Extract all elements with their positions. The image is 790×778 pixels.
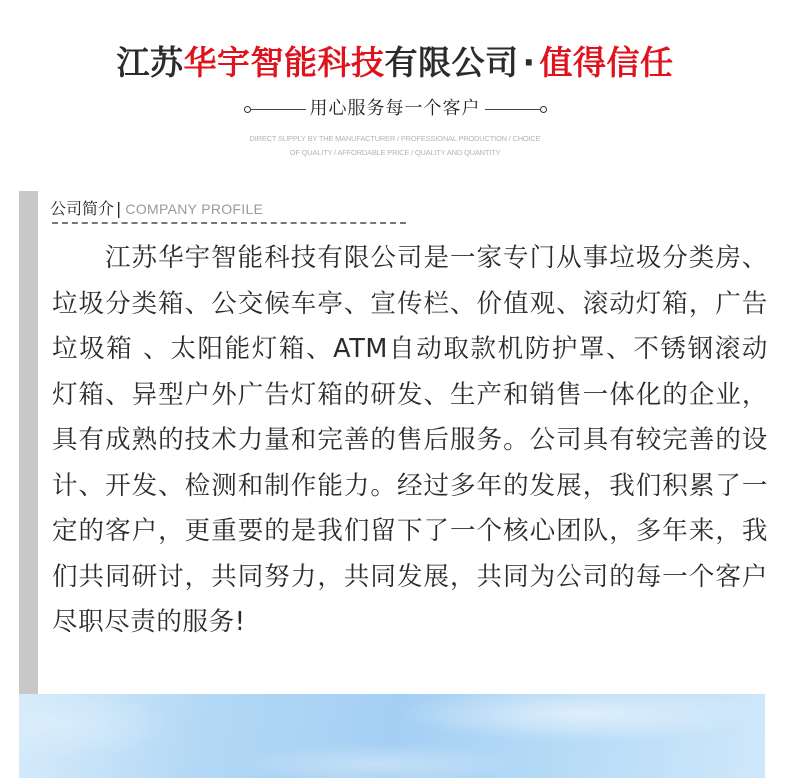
sky-background-image [19,694,765,778]
profile-heading-en: COMPANY PROFILE [125,201,264,217]
hero-title [0,40,790,86]
profile-heading [50,196,263,219]
divider-line [251,109,306,110]
title-part-company: 有限公司 [384,43,519,82]
english-subtitle-line-1: DIRECT SUPPLY BY THE MANUFACTURER / PROFESSIONAL PRODUCTION / CHOICE [249,134,541,143]
title-separator: · [522,43,536,82]
english-subtitle-line-2: OF QUALITY / AFFORDABLE PRICE / QUALITY AND QUANTITY [289,148,501,157]
profile-side-bar [19,191,38,694]
slogan-row [0,96,790,122]
divider-line [485,109,540,110]
title-part-jiangsu: 江苏 [116,43,184,82]
profile-body-text: 江苏华宇智能科技有限公司是一家专门从事垃圾分类房、垃圾分类箱、公交候车亭、宣传栏、价值观、滚动灯箱，广告垃圾箱 、太阳能灯箱、ATM自动取款机防护罩、不锈钢滚动灯箱、异型户外广告灯箱的研发、生产和销售一体化的企业，具有成熟的技术力量和完善的售后服务。公司具有较完善的设计、开发、检测和制作能力。经过多年的发展，我们积累了一定的客户，更重要的是我们留下了一个核心团队，多年来，我们共同研讨，共同努力，共同发展，共同为公司的每一个客户尽职尽责的服务! [52,243,768,637]
slogan-left-ornament [244,106,306,113]
slogan-text: 用心服务每一个客户 [309,98,481,119]
dashed-divider [52,222,406,224]
circle-bullet-icon [540,106,547,113]
title-part-trust: 值得信任 [539,43,674,82]
profile-heading-cn: 公司简介 [50,199,115,218]
title-part-brand: 华宇智能科技 [183,43,385,82]
slogan-right-ornament [485,106,547,113]
circle-bullet-icon [244,106,251,113]
profile-heading-bar: | [116,199,122,218]
